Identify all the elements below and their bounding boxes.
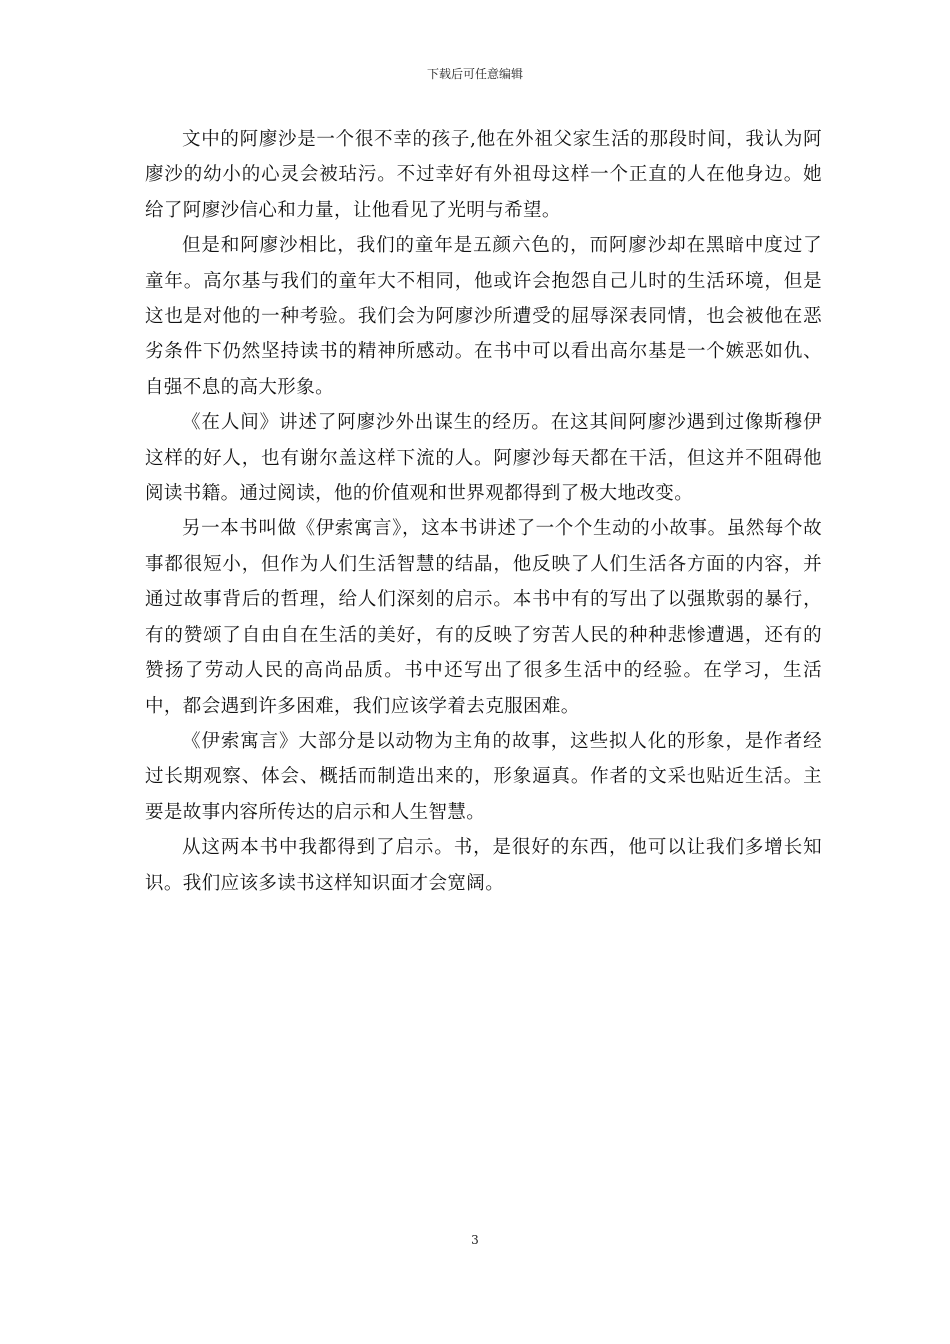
paragraph-4: 另一本书叫做《伊索寓言》，这本书讲述了一个个生动的小故事。虽然每个故事都很短小，但作为人们生活智慧的结晶，他反映了人们生活各方面的内容，并通过故事背后的哲理，给人们深刻的启示。本书中有的写出了以强欺弱的暴行，有的赞颂了自由自在生活的美好，有的反映了穷苦人民的种种悲惨遭遇，还有的赞扬了劳动人民的高尚品质。书中还写出了很多生活中的经验。在学习，生活中，都会遇到许多困难，我们应该学着去克服困难。: [145, 518, 822, 717]
paragraph-6: 从这两本书中我都得到了启示。书，是很好的东西，他可以让我们多增长知识。我们应该多读书这样知识面才会宽阔。: [145, 837, 822, 894]
document-body: [145, 122, 822, 901]
page-number: 3: [471, 1233, 479, 1247]
page-header: 下载后可任意编辑: [426, 67, 523, 81]
paragraph-5: 《伊索寓言》大部分是以动物为主角的故事，这些拟人化的形象，是作者经过长期观察、体会、概括而制造出来的，形象逼真。作者的文采也贴近生活。主要是故事内容所传达的启示和人生智慧。: [145, 730, 822, 823]
paragraph-2: 但是和阿廖沙相比，我们的童年是五颜六色的，而阿廖沙却在黑暗中度过了童年。高尔基与我们的童年大不相同，他或许会抱怨自己儿时的生活环境，但是这也是对他的一种考验。我们会为阿廖沙所遭受的屈辱深表同情，也会被他在恶劣条件下仍然坚持读书的精神所感动。在书中可以看出高尔基是一个嫉恶如仇、自强不息的高大形象。: [145, 235, 822, 398]
paragraph-3: 《在人间》讲述了阿廖沙外出谋生的经历。在这其间阿廖沙遇到过像斯穆伊这样的好人，也有谢尔盖这样下流的人。阿廖沙每天都在干活，但这并不阻碍他阅读书籍。通过阅读，他的价值观和世界观都得到了极大地改变。: [145, 412, 822, 505]
paragraph-1: 文中的阿廖沙是一个很不幸的孩子,他在外祖父家生活的那段时间，我认为阿廖沙的幼小的心灵会被玷污。不过幸好有外祖母这样一个正直的人在他身边。她给了阿廖沙信心和力量，让他看见了光明与希望。: [145, 129, 822, 221]
